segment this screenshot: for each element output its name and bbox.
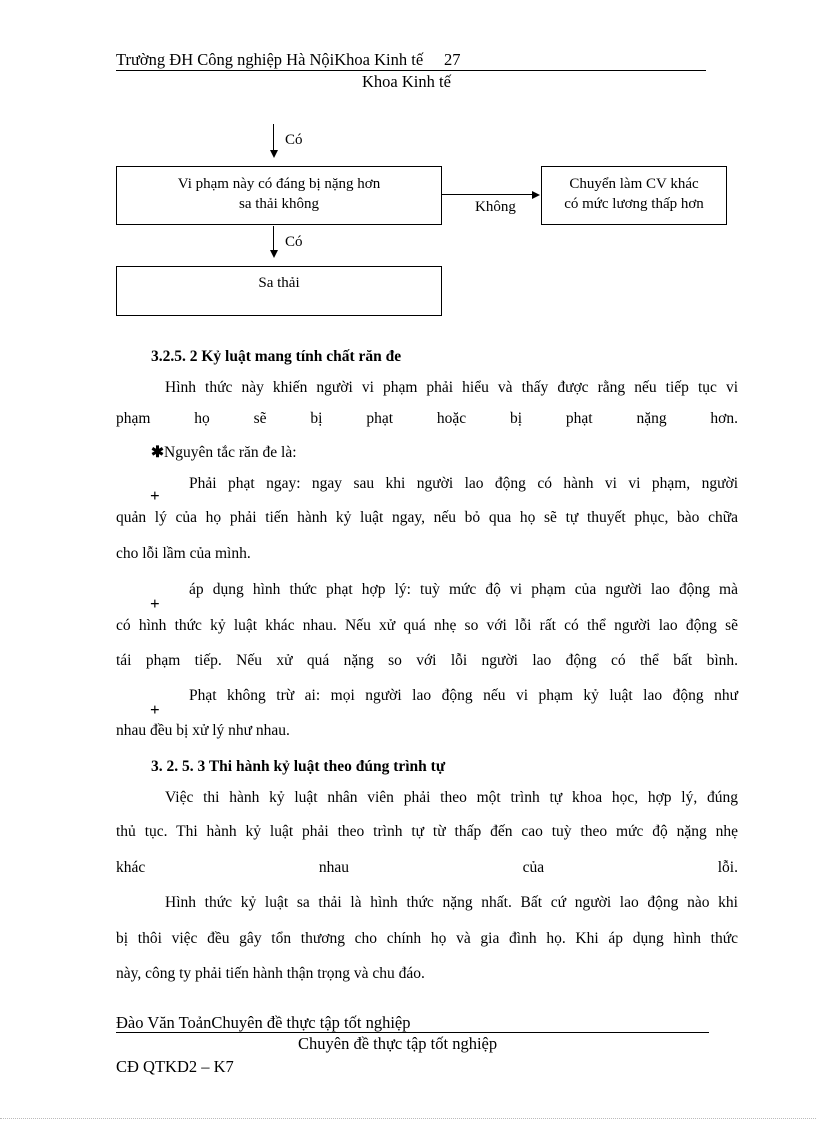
bullet-line: Phạt không trừ ai: mọi người lao động nếu vi phạm kỷ luật lao động như (189, 687, 738, 704)
bullet-line: cho lỗi lầm của mình. (116, 545, 251, 562)
page-number: 27 (444, 50, 461, 69)
box-transfer-line1: Chuyển làm CV khác (569, 176, 699, 192)
plus-icon: + (150, 700, 160, 719)
footer-rule (116, 1032, 709, 1033)
word: nhau (318, 859, 350, 876)
box-violation-line1: Vi phạm này có đáng bị nặng hơn (177, 176, 381, 192)
label-yes-bottom: Có (285, 234, 303, 250)
section-heading-procedure: 3. 2. 5. 3 Thi hành kỷ luật theo đúng trình tự (151, 758, 446, 775)
para-line: Việc thi hành kỷ luật nhân viên phải theo một trình tự khoa học, hợp lý, đúng (165, 789, 738, 806)
box-violation-line2: sa thải không (239, 196, 319, 212)
footer-class: CĐ QTKD2 – K7 (116, 1057, 234, 1076)
bullet-line: áp dụng hình thức phạt hợp lý: tuỳ mức độ vi phạm của người lao động mà (189, 581, 738, 598)
principles-line (151, 443, 297, 462)
para-line: này, công ty phải tiến hành thận trọng và chu đáo. (116, 965, 425, 982)
spread-line (116, 859, 738, 877)
bullet-line: có hình thức kỷ luật khác nhau. Nếu xử quá nhẹ so với lỗi rất có thể người lao động sẽ (116, 617, 738, 634)
arrow-down-top-head (270, 150, 278, 158)
word: của (522, 859, 545, 876)
para-line: thủ tục. Thi hành kỷ luật phải theo trình tự từ thấp đến cao tuỳ theo mức độ nặng nhẹ (116, 823, 738, 840)
arrow-right-line (442, 194, 534, 195)
para-line: bị thôi việc đều gây tổn thương cho chính họ và gia đình họ. Khi áp dụng hình thức (116, 930, 738, 947)
bullet-line: quản lý của họ phải tiến hành kỷ luật ngay, nếu bỏ qua họ sẽ tự thuyết phục, bào chữa (116, 509, 738, 526)
asterisk-icon: ✱ (151, 444, 164, 461)
para-line: phạm họ sẽ bị phạt hoặc bị phạt nặng hơn. (116, 410, 738, 427)
arrow-down-bottom-line (273, 226, 274, 252)
arrow-down-top-line (273, 124, 274, 152)
footer-title: Chuyên đề thực tập tốt nghiệp (298, 1034, 498, 1053)
arrow-right-head (532, 191, 540, 199)
box-violation (116, 166, 442, 225)
section-heading-deterrent: 3.2.5. 2 Kỷ luật mang tính chất răn đe (151, 348, 402, 365)
footer-author: Đào Văn ToảnChuyên đề thực tập tốt nghiệp (116, 1013, 411, 1032)
label-yes-top: Có (285, 132, 303, 148)
page-bottom-dotted-line (0, 1118, 816, 1119)
word: khác (116, 859, 146, 876)
para-line (116, 859, 738, 877)
arrow-down-bottom-head (270, 250, 278, 258)
principles-label: Nguyên tắc răn đe là: (164, 444, 297, 461)
bullet-line: Phải phạt ngay: ngay sau khi người lao động có hành vi vi phạm, người (189, 475, 738, 492)
plus-icon: + (150, 486, 160, 505)
label-no: Không (475, 199, 516, 215)
box-dismiss (116, 266, 442, 316)
header-dept: Khoa Kinh tế (362, 72, 451, 91)
header-rule (116, 70, 706, 71)
box-transfer (541, 166, 727, 225)
bullet-line: tái phạm tiếp. Nếu xử quá nặng so với lỗi người lao động có thể bất bình. (116, 652, 738, 669)
plus-icon: + (150, 594, 160, 613)
box-transfer-line2: có mức lương thấp hơn (564, 196, 704, 212)
para-line: Hình thức kỷ luật sa thải là hình thức nặng nhất. Bất cứ người lao động nào khi (165, 894, 738, 911)
word: lỗi. (717, 859, 738, 876)
header-school-dept: Trường ĐH Công nghiệp Hà NộiKhoa Kinh tế (116, 50, 424, 69)
bullet-line: nhau đều bị xử lý như nhau. (116, 722, 290, 739)
box-dismiss-label: Sa thải (258, 275, 300, 291)
para-line: Hình thức này khiến người vi phạm phải hiểu và thấy được rằng nếu tiếp tục vi (165, 379, 738, 396)
